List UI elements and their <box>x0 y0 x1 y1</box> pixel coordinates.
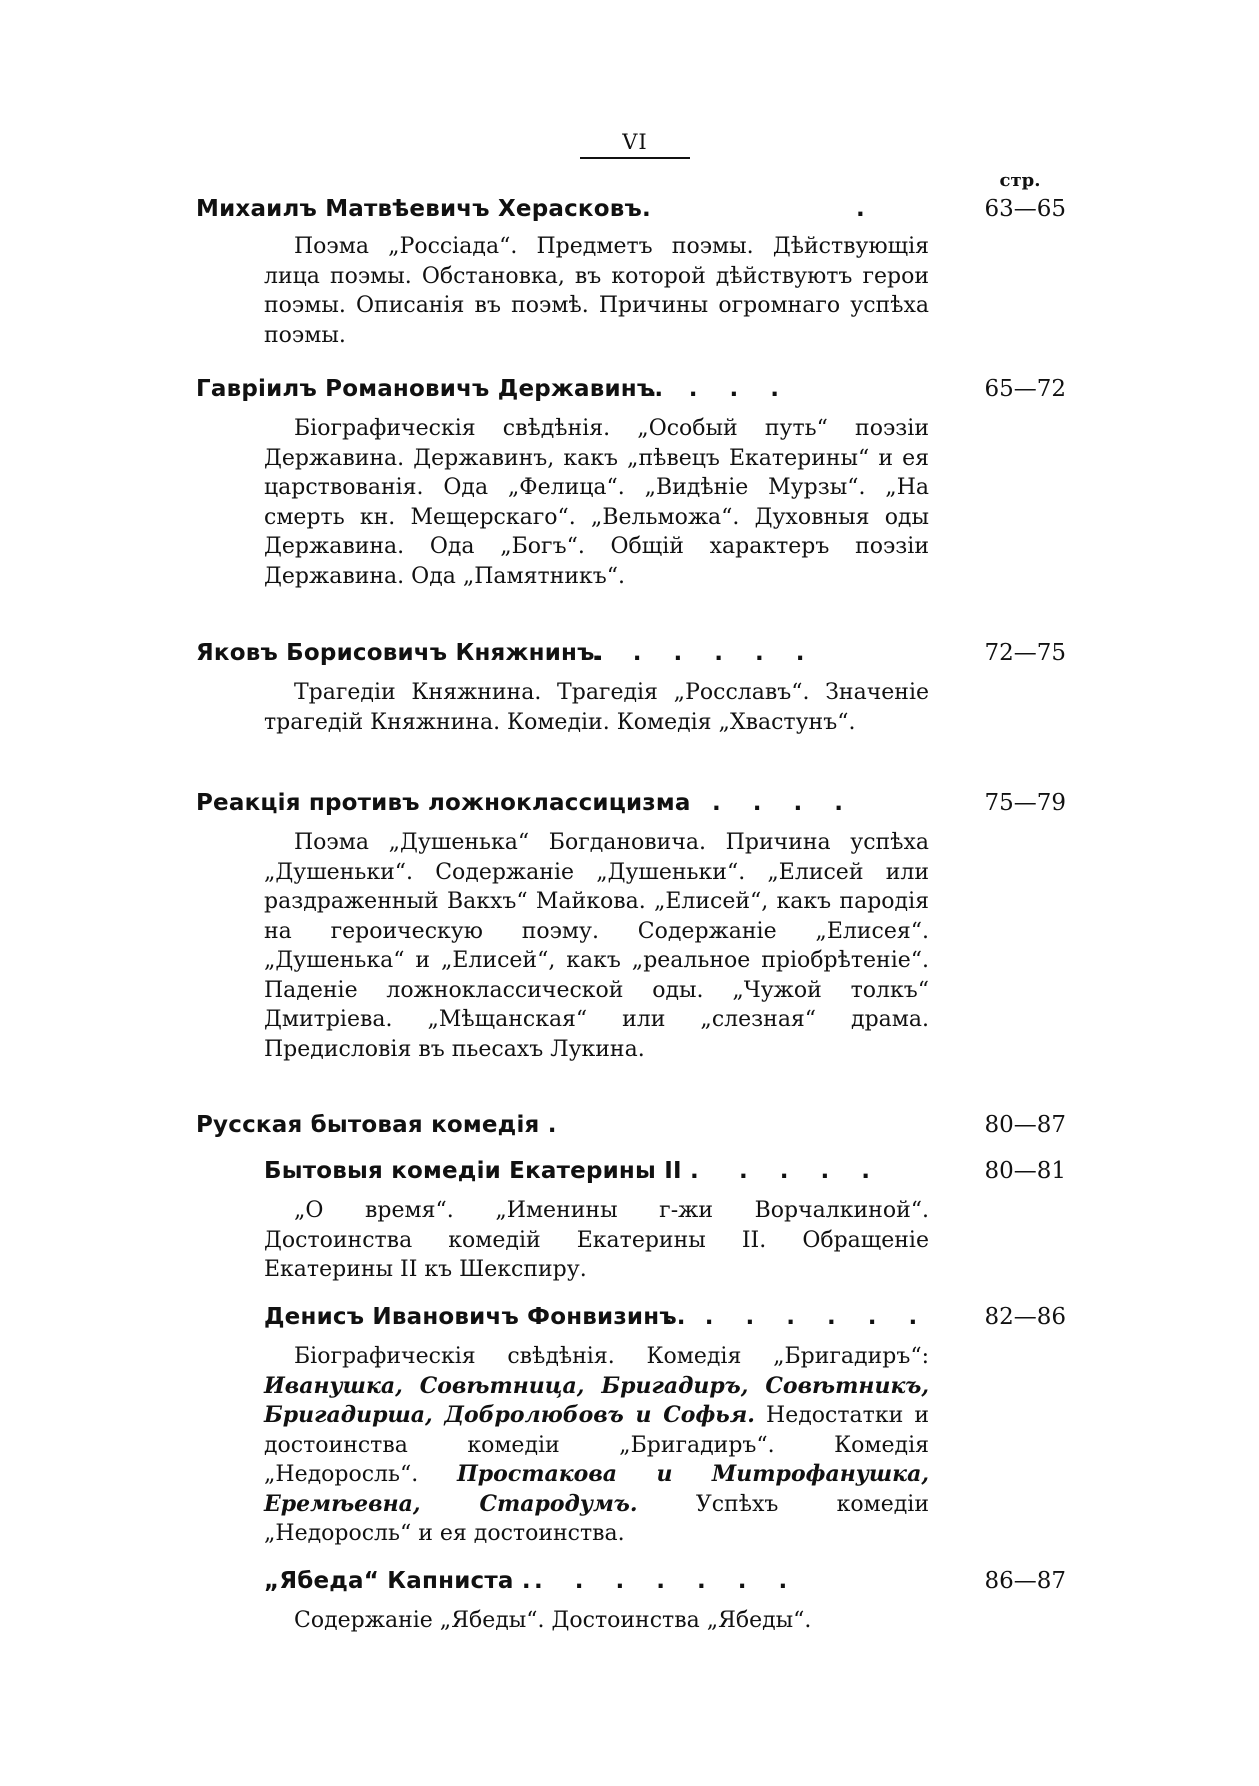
entry-pages: 80—87 <box>984 1112 1066 1138</box>
page-column-header: стр. <box>999 170 1041 191</box>
entry-title: Яковъ Борисовичъ Княжнинъ. <box>196 640 604 666</box>
entry-description: Трагедіи Княжнина. Трагедія „Росславъ“. Значеніе трагедій Княжнина. Комедіи. Комедія „Хвастунъ“. <box>264 680 929 735</box>
toc-entry-reaction <box>196 790 1066 824</box>
entry-pages: 82—86 <box>984 1304 1066 1330</box>
entry-title: „Ябеда“ Капниста . <box>264 1568 531 1594</box>
leader-dots: . . . . . . <box>592 640 817 666</box>
entry-title: Реакція противъ ложноклассицизма <box>196 790 691 816</box>
leader-dots: . . . . <box>648 376 791 402</box>
toc-entry-kheraskov <box>196 196 1066 230</box>
toc-entry-russian-comedy <box>196 1112 1066 1146</box>
character-names: Иванушка, Совѣтница, Бригадиръ, Совѣтникъ, Бригадирша, Добролюбовъ и Софья. <box>264 1372 929 1428</box>
description-text: Недостатки и достоинства комедіи „Бригадиръ“. Комедія „Недоросль“. <box>264 1403 930 1487</box>
entry-pages: 65—72 <box>984 376 1066 402</box>
description-text: Успѣхъ комедіи „Недоросль“ и ея достоинства. <box>264 1491 929 1546</box>
entry-title: Бытовыя комедіи Екатерины II . <box>264 1158 699 1184</box>
entry-pages: 72—75 <box>984 640 1066 666</box>
leader-dots: . . . . . . . <box>534 1568 800 1594</box>
entry-title: Русская бытовая комедія . <box>196 1112 557 1138</box>
entry-pages: 86—87 <box>984 1568 1066 1594</box>
entry-title: Михаилъ Матвѣевичъ Херасковъ. <box>196 196 651 222</box>
entry-title: Денисъ Ивановичъ Фонвизинъ. <box>264 1304 686 1330</box>
leader-dots: . . . . . . . <box>664 1304 930 1330</box>
leader-dots: . <box>856 196 877 222</box>
entry-pages: 80—81 <box>984 1158 1066 1184</box>
entry-description: „О время“. „Именины г-жи Ворчалкиной“. Достоинства комедій Екатерины II. Обращеніе Екатерины II къ Шекспиру. <box>264 1198 929 1282</box>
entry-pages: 63—65 <box>984 196 1066 222</box>
toc-entry-fonvizin <box>264 1304 1066 1338</box>
entry-title: Гавріилъ Романовичъ Державинъ. <box>196 376 664 402</box>
entry-description: Поэма „Россіада“. Предметъ поэмы. Дѣйствующія лица поэмы. Обстановка, въ которой дѣйствуютъ герои поэмы. Описанія въ поэмѣ. Причины огромнаго успѣха поэмы. <box>264 234 929 348</box>
toc-entry-knyazhnin <box>196 640 1066 674</box>
entry-pages: 75—79 <box>984 790 1066 816</box>
entry-description: Біографическія свѣдѣнія. „Особый путь“ поэзіи Державина. Державинъ, какъ „пѣвецъ Екатерины“ и ея царствованія. Ода „Фелица“. „Видѣніе Мурзы“. „На смерть кн. Мещерскаго“. „Вельможа“. Духовныя оды Державина. Ода „Богъ“. Общій характеръ поэзіи Державина. Ода „Памятникъ“. <box>264 416 929 589</box>
entry-description: Поэма „Душенька“ Богдановича. Причина успѣха „Душеньки“. Содержаніе „Душеньки“. „Елисей или раздраженный Вакхъ“ Майкова. „Елисей“, какъ пародія на героическую поэму. Содержаніе „Елисея“. „Душенька“ и „Елисей“, какъ „реальное пріобрѣтеніе“. Паденіе ложноклассической оды. „Чужой толкъ“ Дмитріева. „Мѣщанская“ или „слезная“ драма. Предисловія въ пьесахъ Лукина. <box>264 830 929 1062</box>
leader-dots: . . . . <box>712 790 855 816</box>
page-number: VI <box>580 130 690 159</box>
entry-description <box>264 1342 929 1549</box>
toc-entry-catherine-comedies <box>264 1158 1066 1192</box>
description-text: Біографическія свѣдѣнія. Комедія „Бригадиръ“: <box>294 1344 929 1369</box>
leader-dots: . . . . <box>739 1158 882 1184</box>
toc-entry-yabeda <box>264 1568 1066 1602</box>
character-names: Простакова и Митрофанушка, Еремѣевна, Стародумъ. <box>264 1461 929 1517</box>
toc-entry-derzhavin <box>196 376 1066 410</box>
entry-description: Содержаніе „Ябеды“. Достоинства „Ябеды“. <box>294 1608 812 1633</box>
